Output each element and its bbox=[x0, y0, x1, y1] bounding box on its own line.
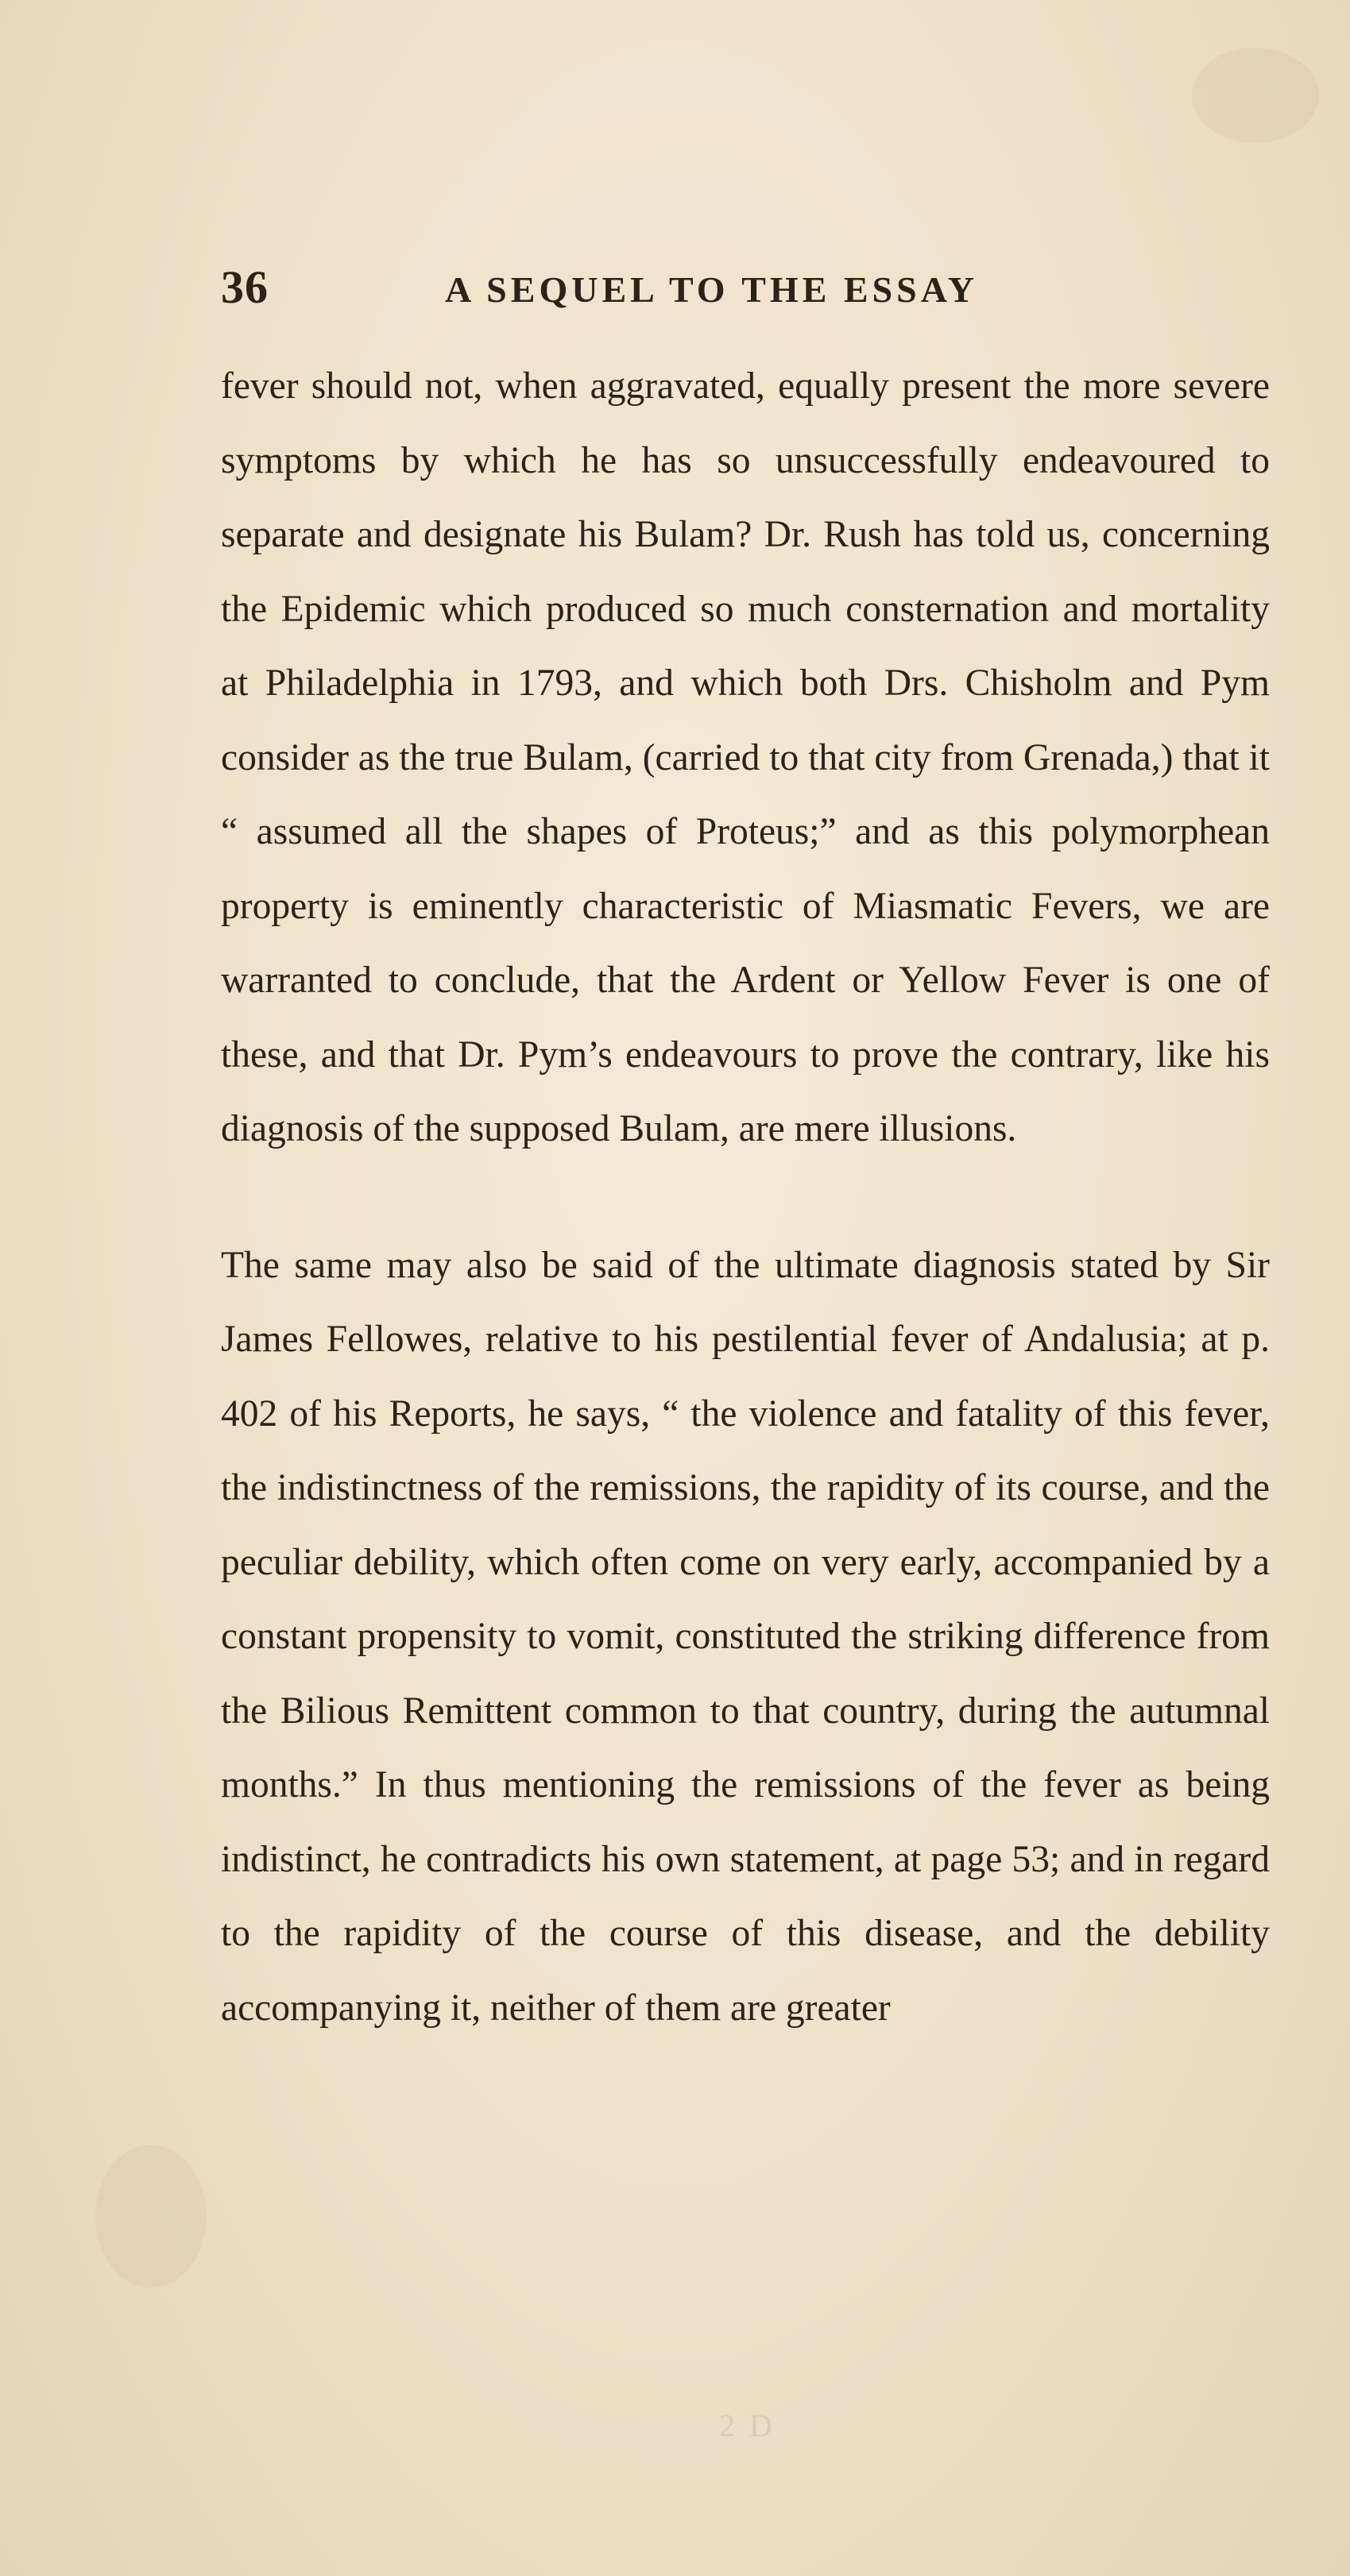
page-header bbox=[221, 261, 1270, 324]
paper-stain bbox=[1192, 48, 1319, 143]
paragraph: fever should not, when aggravated, equally present the more severe symptoms by which he has so unsuccessfully endeavoured to separate and designate his Bulam? Dr. Rush has told us, concerning the Epidemic which produced so much consternation and mortality at Philadelphia in 1793, and which both Drs. Chisholm and Pym consider as the true Bulam, (carried to that city from Grenada,) that it “ assumed all the shapes of Proteus;” and as this polymorphean property is eminently characteristic of Miasmatic Fevers, we are warranted to conclude, that the Ardent or Yellow Fever is one of these, and that Dr. Pym’s endeavours to prove the contrary, like his diagnosis of the supposed Bulam, are mere illusions. bbox=[221, 365, 1270, 1149]
paper-stain bbox=[95, 2145, 207, 2288]
running-head: A SEQUEL TO THE ESSAY bbox=[445, 269, 978, 310]
paragraph: The same may also be said of the ultimate diagnosis stated by Sir James Fellowes, relative to his pestilential fever of Andalusia; at p. 402 of his Reports, he says, “ the violence and fatality of this fever, the indistinctness of the remissions, the rapidity of its course, and the peculiar debility, which often come on very early, accompanied by a constant propensity to vomit, constituted the striking difference from the Bilious Remittent common to that country, during the autumnal months.” In thus mentioning the remissions of the fever as being indistinct, he contradicts his own statement, at page 53; and in regard to the rapidity of the course of this disease, and the debility accompanying it, neither of them are greater bbox=[221, 1244, 1270, 2029]
page-number: 36 bbox=[221, 261, 269, 313]
signature-mark: 2 D bbox=[719, 2408, 776, 2443]
body-text bbox=[221, 350, 1270, 2045]
